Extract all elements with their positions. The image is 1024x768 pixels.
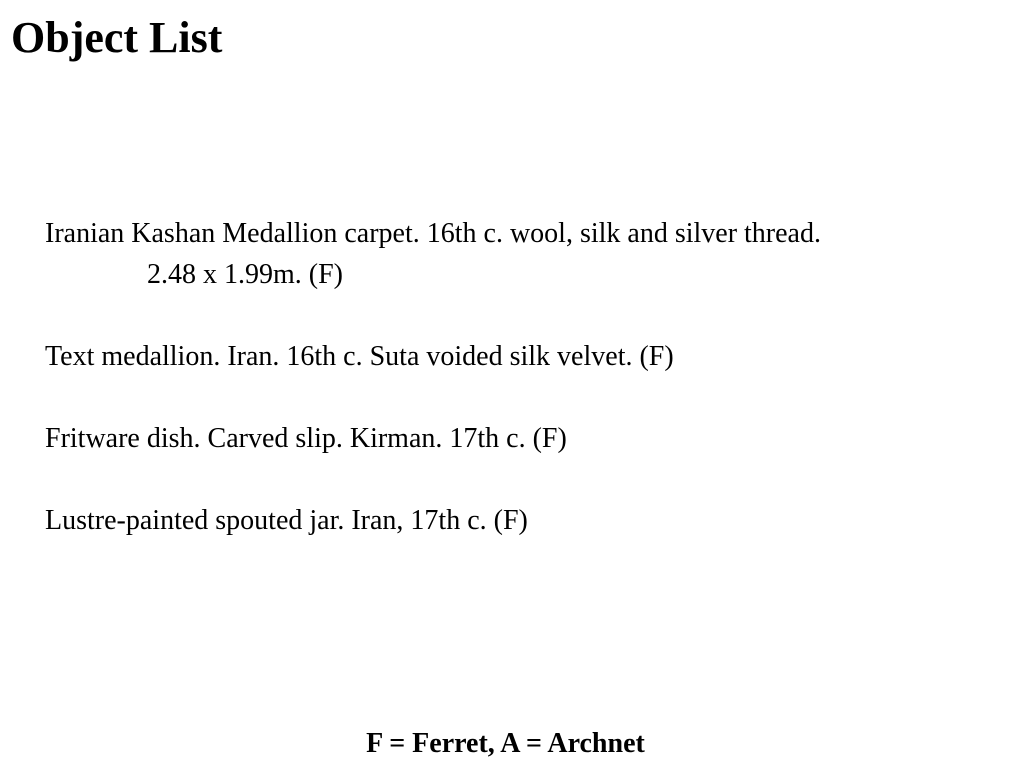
object-description: Fritware dish. Carved slip. Kirman. 17th c. (F) <box>45 423 567 454</box>
object-description: Lustre-painted spouted jar. Iran, 17th c. (F) <box>45 505 528 536</box>
list-item <box>45 213 1005 295</box>
object-description: Text medallion. Iran. 16th c. Suta voided silk velvet. (F) <box>45 341 674 372</box>
object-list <box>45 213 1005 541</box>
list-item <box>45 500 1005 541</box>
object-description: Iranian Kashan Medallion carpet. 16th c. wool, silk and silver thread. <box>45 218 821 249</box>
list-item <box>45 336 1005 377</box>
list-item <box>45 418 1005 459</box>
source-legend: F = Ferret, A = Archnet <box>366 728 645 759</box>
page-title: Object List <box>11 13 223 62</box>
object-dimensions: 2.48 x 1.99m. (F) <box>147 259 343 290</box>
